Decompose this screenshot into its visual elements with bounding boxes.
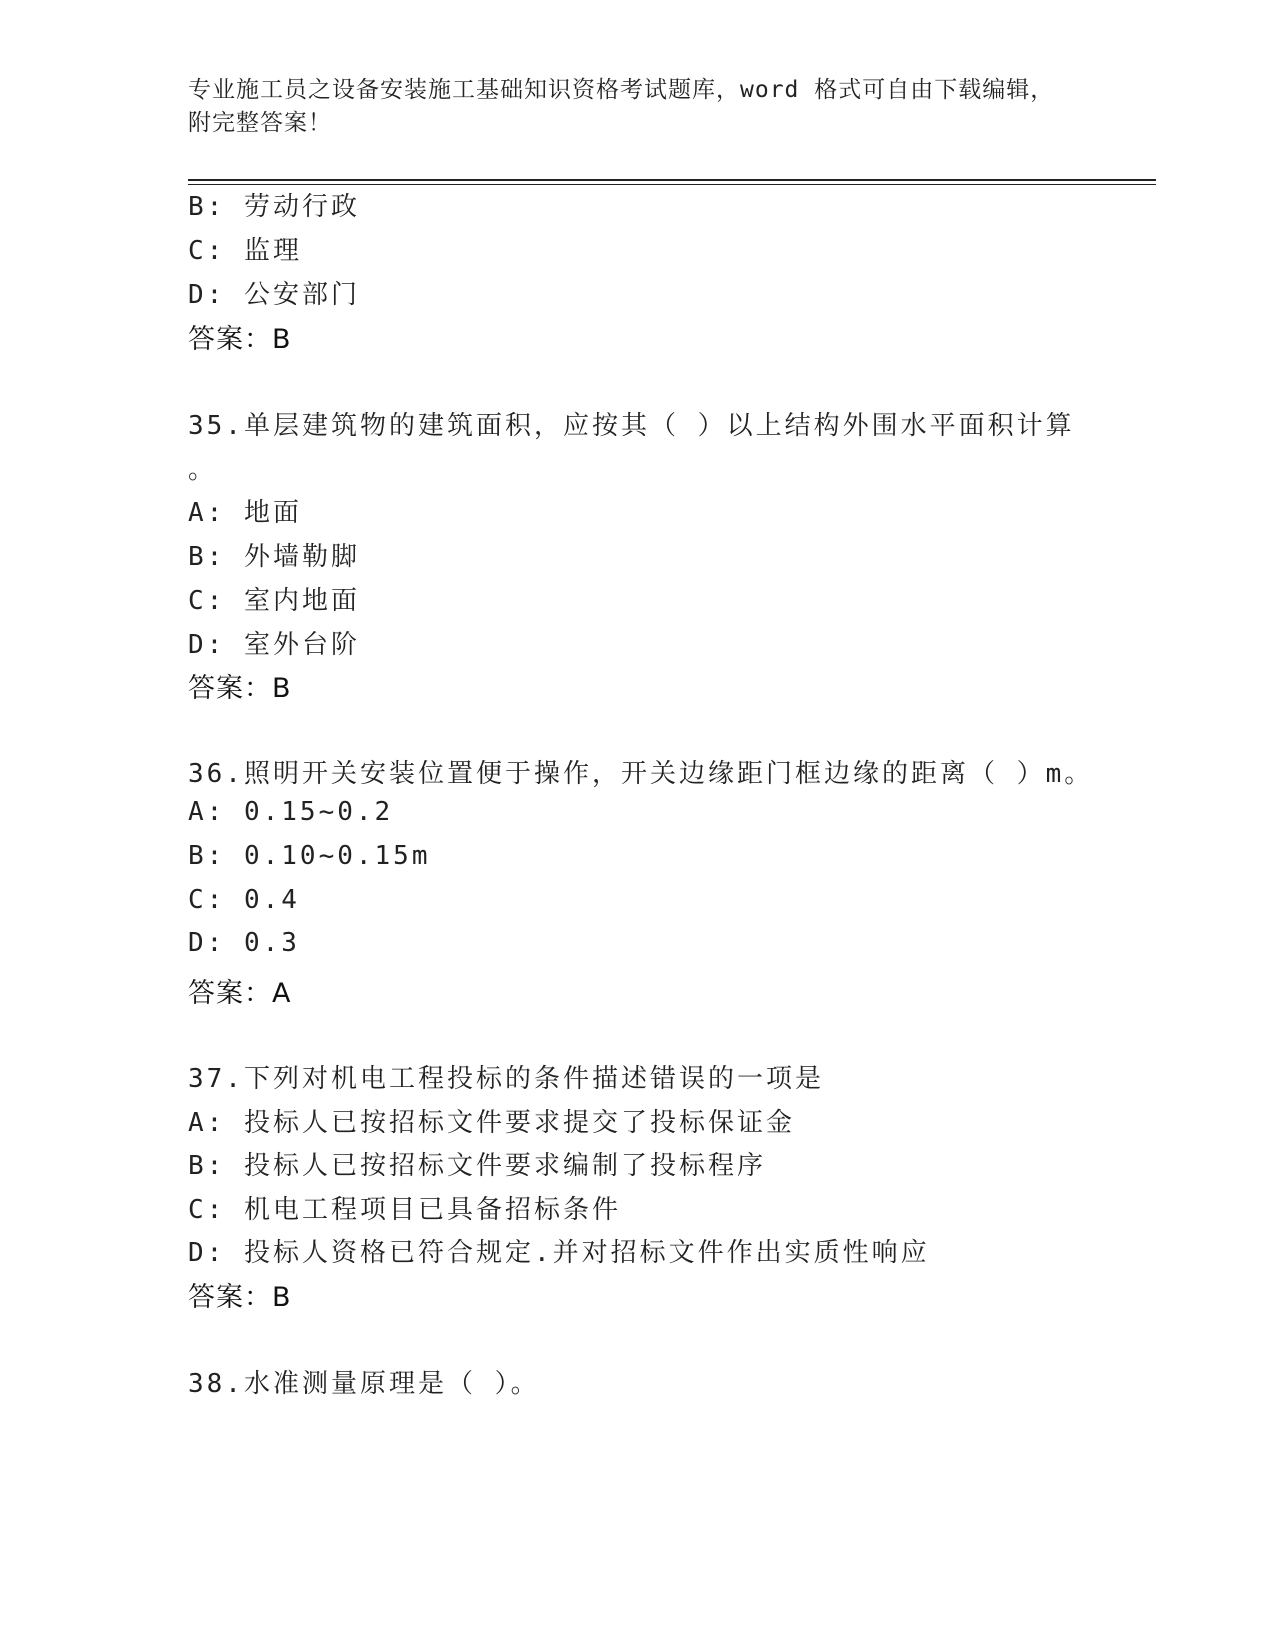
q34-answer: 答案：B [188, 324, 292, 355]
q38-stem: 38.水准测量原理是（ ）。 [188, 1369, 540, 1399]
q36-option-a: A: 0.15~0.2 [188, 797, 394, 827]
q35-stem-line-1: 35.单层建筑物的建筑面积，应按其（ ）以上结构外围水平面积计算 [188, 411, 1075, 441]
q36-option-d: D: 0.3 [188, 928, 300, 958]
document-header [188, 74, 1148, 140]
q37-option-a: A: 投标人已按招标文件要求提交了投标保证金 [188, 1108, 795, 1138]
q36-answer: 答案：A [188, 978, 292, 1009]
q34-option-b: B: 劳动行政 [188, 192, 360, 222]
q34-option-c: C: 监理 [188, 236, 302, 266]
header-line-2: 附完整答案！ [188, 110, 332, 136]
q35-option-d: D: 室外台阶 [188, 630, 360, 660]
header-line-1: 专业施工员之设备安装施工基础知识资格考试题库，word 格式可自由下载编辑， [188, 77, 1055, 103]
q36-stem: 36.照明开关安装位置便于操作，开关边缘距门框边缘的距离（ ）m。 [188, 759, 1094, 789]
q35-option-b: B: 外墙勒脚 [188, 542, 360, 572]
q35-stem-line-2: 。 [188, 455, 218, 485]
q35-answer: 答案：B [188, 673, 292, 704]
header-divider-thick [188, 179, 1156, 181]
q36-option-b: B: 0.10~0.15m [188, 841, 431, 871]
q37-option-b: B: 投标人已按招标文件要求编制了投标程序 [188, 1151, 766, 1181]
q34-option-d: D: 公安部门 [188, 280, 360, 310]
q37-answer: 答案：B [188, 1282, 292, 1313]
q35-option-c: C: 室内地面 [188, 586, 360, 616]
header-divider-thin [188, 184, 1156, 185]
q37-option-c: C: 机电工程项目已具备招标条件 [188, 1195, 621, 1225]
q37-stem: 37.下列对机电工程投标的条件描述错误的一项是 [188, 1064, 824, 1094]
q37-option-d: D: 投标人资格已符合规定.并对招标文件作出实质性响应 [188, 1238, 930, 1268]
q36-option-c: C: 0.4 [188, 885, 300, 915]
q35-option-a: A: 地面 [188, 498, 302, 528]
